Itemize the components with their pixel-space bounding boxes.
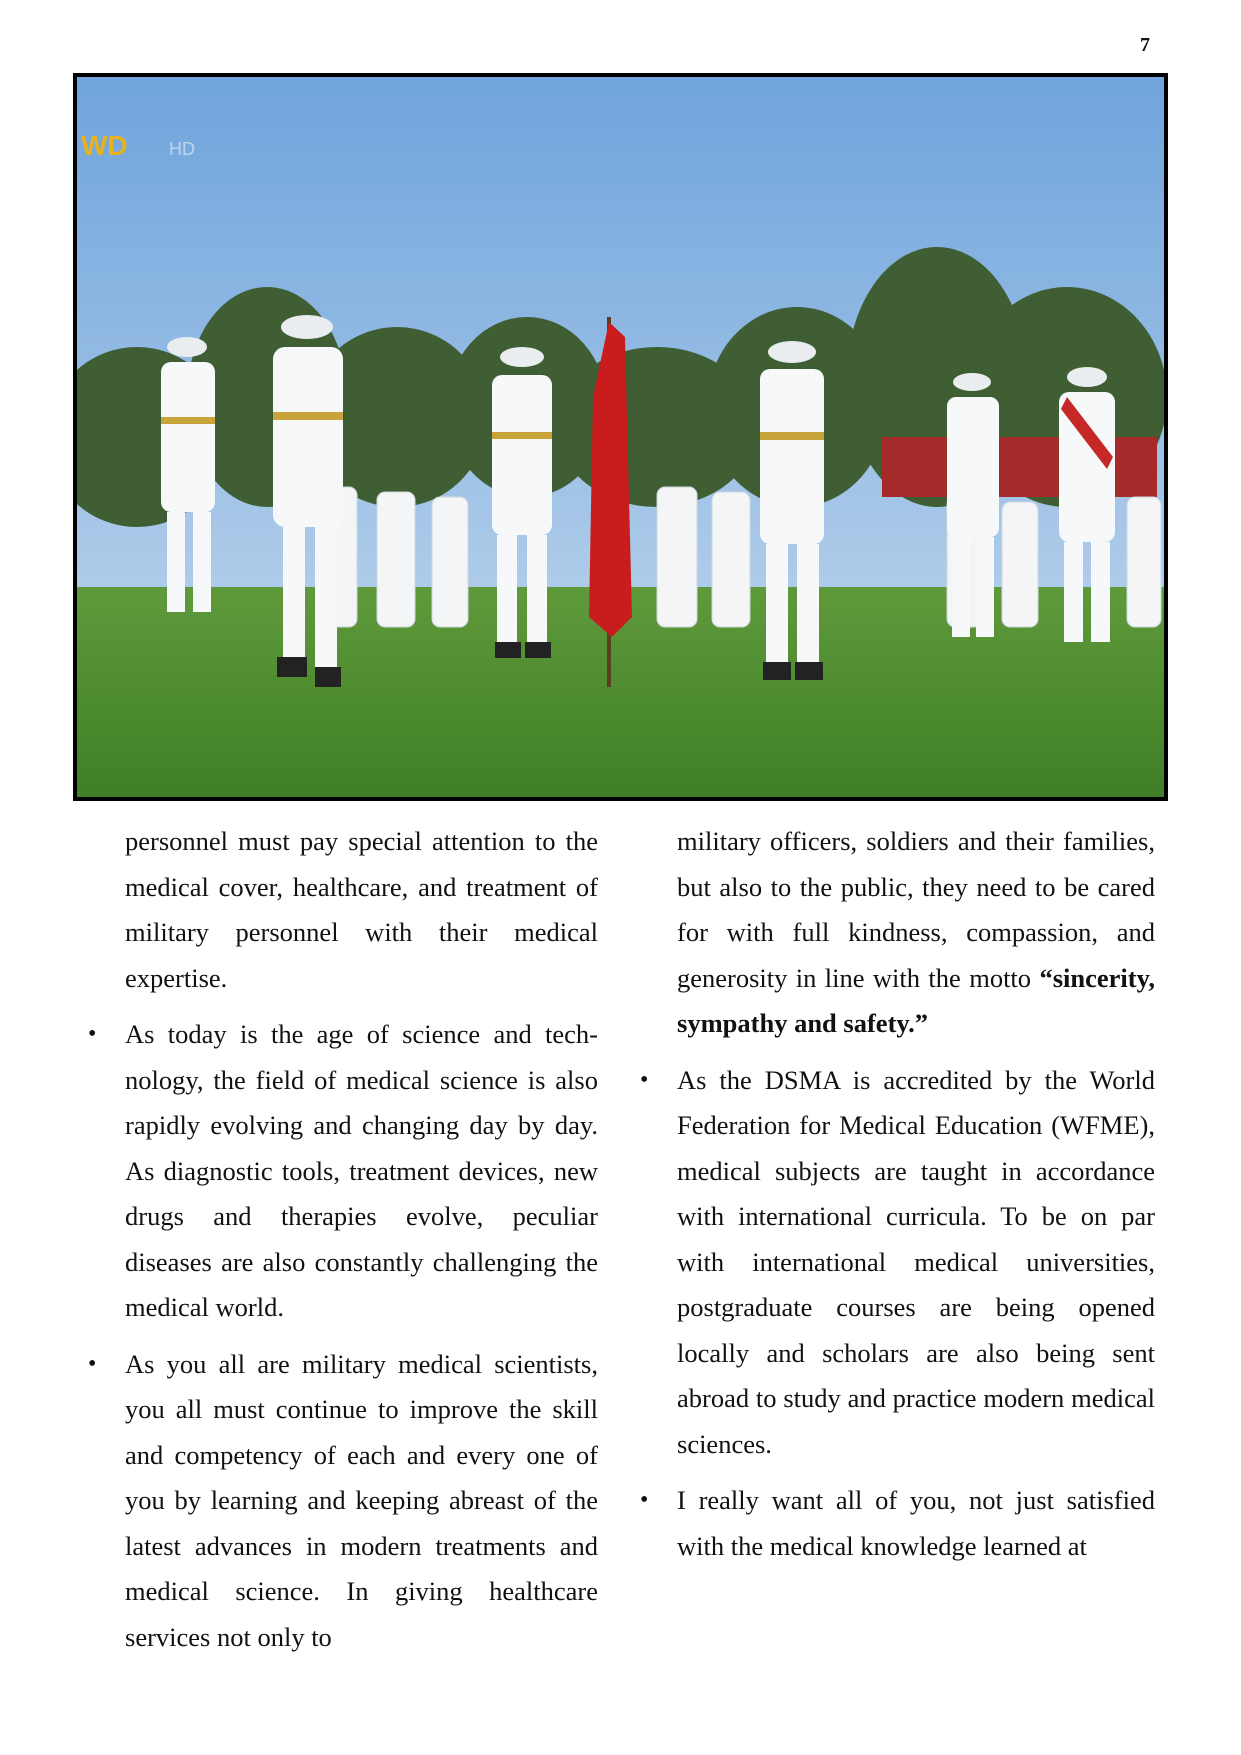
motto-lead-text: military officers, soldiers and their families, but also to the public, they need to be cared for with full kindness, compassion, and generosity in line with the motto — [677, 826, 1155, 993]
page-number: 7 — [1140, 34, 1150, 56]
motto-text: “sincerity, sympathy and safety.” — [677, 962, 1155, 1038]
background-banner — [882, 437, 1157, 497]
left-text-column — [88, 819, 598, 1671]
soldiers-back-row — [317, 487, 1161, 627]
bullet-dsma-accreditation: • As the DSMA is accredited by the World Federation for Medical Education (WFME), medical subjects are taught in accordance with international curricula. To be on par with international medical universities, postgraduate courses are being opened locally and scholars are also being sent abroad to study and practice modern medical sciences. — [640, 1058, 1155, 1468]
continued-paragraph: personnel must pay special attention to the medical cover, healthcare, and treatment of military personnel with their medical expertise. — [125, 826, 598, 993]
bullet-science-technology: • As today is the age of science and technology, the field of medical science is also rapidly evolving and changing day by day. As diagnostic tools, treatment devices, new drugs and therapies evolve, peculiar diseases are also constantly challenging the medical world. — [88, 1012, 598, 1331]
parade-photo — [73, 73, 1168, 801]
bullet-military-scientists: • As you all are military medical scientists, you all must continue to improve the skill and competency of each and every one of you by learning and keeping abreast of the latest advances in modern treatments and medical science. In giving healthcare services not only to — [88, 1342, 598, 1661]
logo-hd-text: HD — [169, 139, 195, 159]
bullet-medical-knowledge: • I really want all of you, not just satisfied with the medical knowledge learned at — [640, 1478, 1155, 1569]
parade-photo-illustration — [77, 77, 1164, 797]
continued-paragraph-motto — [640, 819, 1155, 1047]
right-text-column — [640, 819, 1155, 1580]
logo-text: WD — [81, 130, 128, 161]
